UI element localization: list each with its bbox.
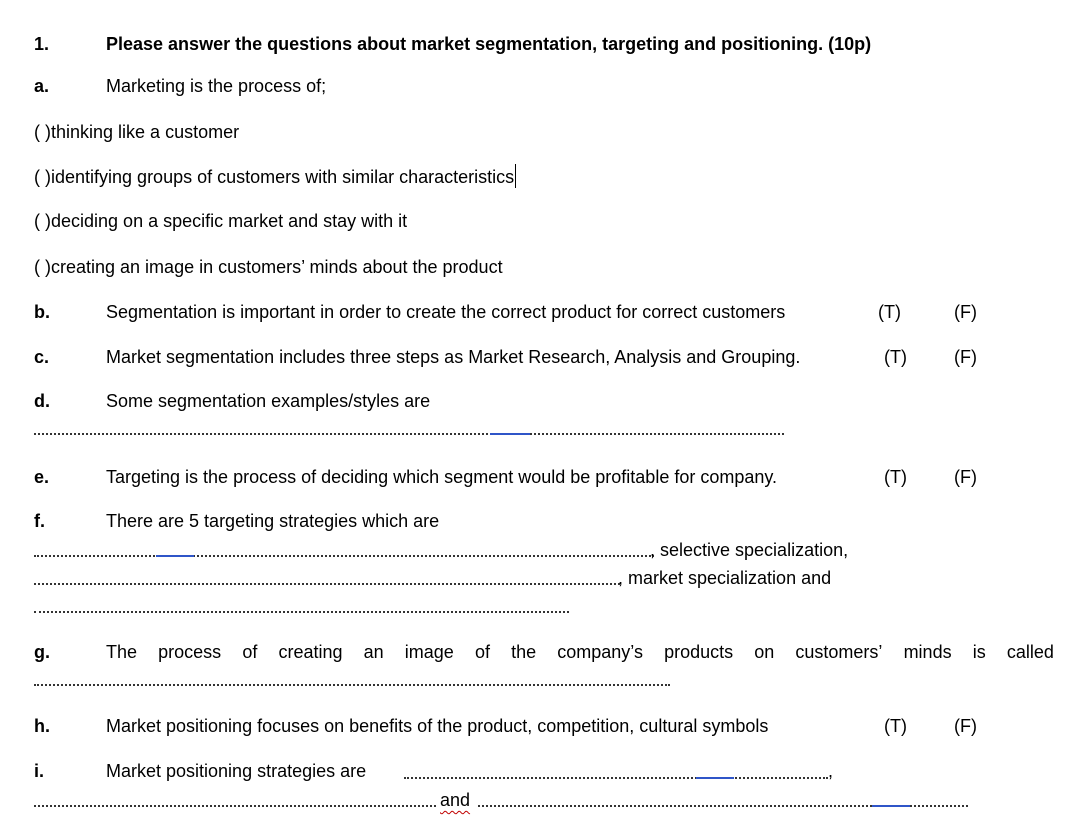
option-1[interactable] — [34, 121, 239, 143]
item-i-comma: , — [828, 761, 834, 781]
radio-marker[interactable]: ( ) — [34, 211, 51, 231]
question-number: 1. — [34, 34, 50, 54]
radio-marker[interactable]: ( ) — [34, 122, 51, 142]
answer-blank[interactable] — [404, 777, 828, 779]
option-2-text: identifying groups of customers with similar characteristics — [51, 167, 515, 187]
g-word: process — [158, 642, 222, 662]
option-2[interactable] — [34, 164, 516, 188]
answer-blank[interactable] — [34, 583, 620, 585]
g-word: called — [1006, 642, 1054, 662]
item-i-letter: i. — [34, 761, 45, 781]
item-d-text: Some segmentation examples/styles are — [106, 391, 431, 411]
option-4[interactable] — [34, 256, 503, 278]
g-word: minds — [903, 642, 952, 662]
option-3-text: deciding on a specific market and stay with it — [51, 211, 408, 231]
g-word: creating — [278, 642, 343, 662]
true-option[interactable]: (T) — [884, 716, 907, 736]
grammar-mark — [490, 433, 530, 435]
g-word: image — [404, 642, 454, 662]
item-f-letter: f. — [34, 511, 45, 531]
true-option[interactable]: (T) — [884, 467, 907, 487]
g-word: the — [511, 642, 537, 662]
grammar-mark — [872, 805, 910, 807]
item-g-text — [106, 641, 1054, 663]
false-option[interactable]: (F) — [954, 467, 977, 487]
radio-marker[interactable]: ( ) — [34, 167, 51, 187]
option-4-text: creating an image in customers’ minds about the product — [51, 257, 503, 277]
grammar-mark — [156, 555, 194, 557]
item-f-line1-end: , selective specialization, — [650, 540, 849, 560]
option-1-text: thinking like a customer — [51, 122, 240, 142]
item-e-letter: e. — [34, 467, 50, 487]
item-i-and: and — [440, 790, 471, 810]
false-option[interactable]: (F) — [954, 347, 977, 367]
g-word: products — [664, 642, 734, 662]
grammar-mark — [696, 777, 734, 779]
g-word: an — [363, 642, 384, 662]
item-g-letter: g. — [34, 642, 50, 662]
true-option[interactable]: (T) — [878, 302, 901, 322]
answer-blank[interactable] — [34, 555, 654, 557]
answer-blank[interactable] — [34, 433, 784, 435]
question-title: Please answer the questions about market segmentation, targeting and positioning. (10p) — [106, 34, 872, 54]
true-option[interactable]: (T) — [884, 347, 907, 367]
item-f-text: There are 5 targeting strategies which are — [106, 511, 440, 531]
answer-blank[interactable] — [34, 684, 670, 686]
item-d-letter: d. — [34, 391, 50, 411]
false-option[interactable]: (F) — [954, 716, 977, 736]
g-word: of — [474, 642, 490, 662]
g-word: is — [972, 642, 986, 662]
item-c-letter: c. — [34, 347, 50, 367]
item-b-letter: b. — [34, 302, 50, 322]
g-word: on — [754, 642, 775, 662]
item-e-text: Targeting is the process of deciding which segment would be profitable for company. — [106, 467, 778, 487]
g-word: of — [242, 642, 258, 662]
radio-marker[interactable]: ( ) — [34, 257, 51, 277]
g-word: customers’ — [795, 642, 883, 662]
item-i-text: Market positioning strategies are — [106, 761, 367, 781]
answer-blank[interactable] — [34, 805, 436, 807]
answer-blank[interactable] — [34, 611, 569, 613]
text-cursor — [515, 164, 516, 188]
g-word: The — [106, 642, 138, 662]
option-3[interactable] — [34, 210, 407, 232]
item-h-text: Market positioning focuses on benefits of the product, competition, cultural symbols — [106, 716, 769, 736]
g-word: company’s — [557, 642, 643, 662]
item-a-stem: Marketing is the process of; — [106, 76, 327, 96]
false-option[interactable]: (F) — [954, 302, 977, 322]
item-f-line2-end: , market specialization and — [618, 568, 832, 588]
item-h-letter: h. — [34, 716, 50, 736]
item-b-text: Segmentation is important in order to create the correct product for correct customers — [106, 302, 786, 322]
item-a-letter: a. — [34, 76, 50, 96]
item-c-text: Market segmentation includes three steps as Market Research, Analysis and Grouping. — [106, 347, 801, 367]
